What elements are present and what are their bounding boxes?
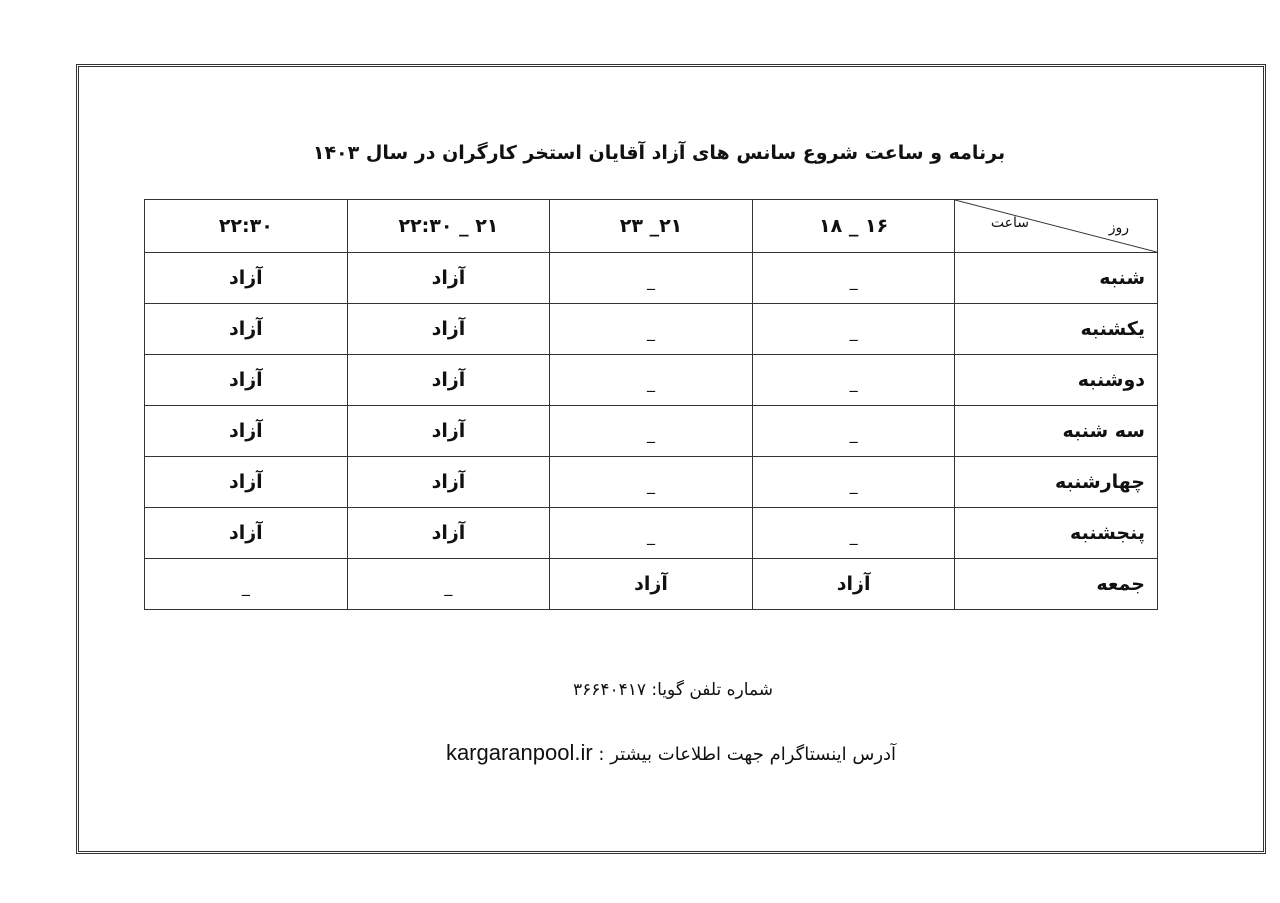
document-title [76,142,1266,164]
cell-value: _ [444,577,453,596]
free-session-cell [145,304,348,355]
free-session-cell [145,355,348,406]
cell-value: _ [849,424,858,443]
instagram-line [76,740,1266,766]
cell-value: _ [849,526,858,545]
table-row [145,559,1158,610]
free-session-cell [347,457,550,508]
unavailable-cell [550,508,753,559]
unavailable-cell [145,559,348,610]
free-session-cell [550,559,753,610]
unavailable-cell [752,406,955,457]
cell-value: _ [849,322,858,341]
table-row [145,457,1158,508]
cell-value: _ [849,373,858,392]
corner-time-label: ساعت [990,215,1029,231]
phone-number: ۳۶۶۴۰۴۱۷ [572,680,647,700]
cell-value: آزاد [634,573,668,595]
day-cell: چهارشنبه [955,457,1158,508]
unavailable-cell [752,253,955,304]
unavailable-cell [550,457,753,508]
instagram-label: آدرس اینستاگرام جهت اطلاعات بیشتر : [598,744,897,765]
table-row [145,508,1158,559]
unavailable-cell [752,457,955,508]
unavailable-cell [752,355,955,406]
table-row [145,355,1158,406]
free-session-cell [347,406,550,457]
cell-value: آزاد [431,369,466,391]
time-slot-header: ۲۱_ ۲۳ [550,200,753,253]
cell-value: آزاد [431,471,466,493]
cell-value: _ [849,271,858,290]
cell-value: _ [647,475,656,494]
phone-label: شماره تلفن گویا: [651,680,774,700]
unavailable-cell [550,253,753,304]
table-header-row [145,200,1158,253]
unavailable-cell [347,559,550,610]
cell-value: آزاد [431,522,466,544]
instagram-handle[interactable]: kargaranpool.ir [445,740,593,765]
title-text: برنامه و ساعت شروع سانس های آزاد آقایان استخر کارگران در سال ۱۴۰۳ [312,142,1006,164]
time-slot-header: ۲۱ _ ۲۲:۳۰ [347,200,550,253]
cell-value: آزاد [836,573,871,595]
schedule-table [144,199,1158,610]
free-session-cell [347,253,550,304]
free-session-cell [347,355,550,406]
free-session-cell [752,559,955,610]
day-cell: شنبه [955,253,1158,304]
free-session-cell [347,304,550,355]
day-cell: پنجشنبه [955,508,1158,559]
day-cell: یکشنبه [955,304,1158,355]
cell-value: آزاد [228,471,263,493]
free-session-cell [145,406,348,457]
cell-value: آزاد [431,267,466,289]
free-session-cell [347,508,550,559]
day-cell: جمعه [955,559,1158,610]
schedule-body [145,253,1158,610]
free-session-cell [145,457,348,508]
cell-value: _ [647,271,656,290]
time-slot-header: ۱۶ _ ۱۸ [752,200,955,253]
unavailable-cell [752,508,955,559]
cell-value: _ [647,373,656,392]
unavailable-cell [550,406,753,457]
cell-value: _ [647,424,656,443]
phone-line [76,680,1268,700]
corner-day-label: روز [1108,220,1129,236]
cell-value: آزاد [228,318,263,340]
cell-value: آزاد [228,522,263,544]
cell-value: _ [241,577,250,596]
free-session-cell [145,508,348,559]
time-slot-header: ۲۲:۳۰ [145,200,348,253]
day-cell: دوشنبه [955,355,1158,406]
cell-value: _ [647,526,656,545]
cell-value: _ [647,322,656,341]
cell-value: آزاد [431,318,466,340]
cell-value: آزاد [228,369,263,391]
cell-value: آزاد [431,420,466,442]
day-cell: سه شنبه [955,406,1158,457]
table-row [145,253,1158,304]
table-row [145,406,1158,457]
corner-header-cell [955,200,1158,253]
free-session-cell [145,253,348,304]
cell-value: _ [849,475,858,494]
cell-value: آزاد [228,420,263,442]
unavailable-cell [550,355,753,406]
unavailable-cell [752,304,955,355]
unavailable-cell [550,304,753,355]
table-row [145,304,1158,355]
cell-value: آزاد [228,267,263,289]
